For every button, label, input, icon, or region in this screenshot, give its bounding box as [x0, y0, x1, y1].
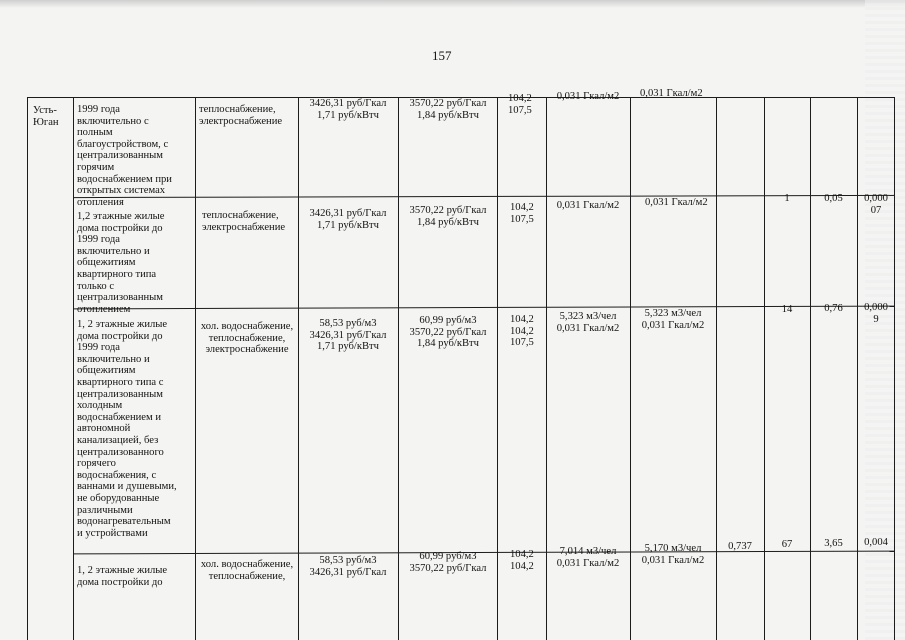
row-col-k: 0,737	[728, 541, 752, 552]
row-services: хол. водоснабжение, теплоснабжение,	[200, 559, 294, 582]
row-index: 104,2 104,2 107,5	[510, 314, 534, 349]
row-norm-b: 5,323 м3/чел 0,031 Гкал/м2	[641, 308, 705, 331]
row-col-l: 1	[784, 193, 790, 204]
col-divider	[398, 97, 399, 640]
col-divider	[546, 97, 547, 640]
page-number: 157	[432, 48, 452, 63]
row-col-l: 14	[781, 304, 793, 315]
row-tariff-base: 58,53 руб/м3 3426,31 руб/Гкал	[309, 555, 387, 578]
row-tariff-new: 3570,22 руб/Гкал 1,84 руб/кВтч	[409, 98, 487, 121]
settlement-cell: Усть- Юган	[33, 105, 59, 128]
row-col-n: 0,004	[864, 537, 888, 548]
row-norm-a: 0,031 Гкал/м2	[556, 200, 620, 211]
col-divider	[857, 97, 858, 640]
row-norm-a: 5,323 м3/чел 0,031 Гкал/м2	[556, 311, 620, 334]
row-index: 104,2 104,2	[510, 549, 534, 572]
row-tariff-new: 3570,22 руб/Гкал 1,84 руб/кВтч	[409, 205, 487, 228]
row-tariff-base: 3426,31 руб/Гкал 1,71 руб/кВтч	[309, 208, 387, 231]
col-divider	[764, 97, 765, 640]
col-divider	[497, 97, 498, 640]
scan-shadow	[0, 0, 905, 8]
row-col-n: 0,000 07	[864, 193, 888, 216]
row-services: теплоснабжение, электроснабжение	[202, 210, 286, 233]
row-tariff-new: 60,99 руб/м3 3570,22 руб/Гкал 1,84 руб/кВтч	[409, 315, 487, 350]
col-divider	[810, 97, 811, 640]
row-norm-b: 0,031 Гкал/м2	[640, 88, 703, 99]
row-norm-a: 0,031 Гкал/м2	[556, 91, 620, 102]
col-divider	[630, 97, 631, 640]
row-col-m: 3,65	[824, 538, 843, 549]
row-col-m: 0,76	[824, 303, 843, 314]
col-divider	[716, 97, 717, 640]
row-description: 1999 года включительно с полным благоустройством, с централизованным горячим водоснабжением при открытых системах отопления	[77, 104, 172, 208]
col-divider	[298, 97, 299, 640]
row-index: 104,2 107,5	[510, 202, 534, 225]
row-col-l: 67	[781, 539, 793, 550]
row-description: 1, 2 этажные жилые дома постройки до 1999 года включительно и общежитиям квартирного типа с централизованным холодным водоснабжением и автономной канализацией, без централизованного горячего водоснабжения, с ваннами и душевыми, не оборудованные различными водонагревательным и устройствами	[77, 319, 177, 539]
row-services: хол. водоснабжение, теплоснабжение, электроснабжение	[200, 321, 294, 356]
col-divider	[27, 97, 28, 640]
row-col-n: 0,000 9	[864, 302, 888, 325]
row-index: 104,2 107,5	[508, 93, 532, 116]
row-col-m: 0,05	[824, 193, 843, 204]
row-description: 1, 2 этажные жилые дома постройки до	[77, 565, 168, 588]
row-norm-b: 5,170 м3/чел 0,031 Гкал/м2	[641, 543, 705, 566]
row-norm-b: 0,031 Гкал/м2	[645, 197, 708, 208]
row-tariff-new: 60,99 руб/м3 3570,22 руб/Гкал	[409, 551, 487, 574]
row-services: теплоснабжение, электроснабжение	[199, 104, 283, 127]
row-tariff-base: 58,53 руб/м3 3426,31 руб/Гкал 1,71 руб/кВтч	[309, 318, 387, 353]
row-norm-a: 7,014 м3/чел 0,031 Гкал/м2	[556, 546, 620, 569]
col-divider	[73, 97, 74, 640]
row-description: 1,2 этажные жилые дома постройки до 1999 года включительно и общежитиям квартирного типа только с централизованным отоплением	[77, 211, 165, 315]
col-divider	[894, 97, 895, 640]
row-tariff-base: 3426,31 руб/Гкал 1,71 руб/кВтч	[309, 98, 387, 121]
